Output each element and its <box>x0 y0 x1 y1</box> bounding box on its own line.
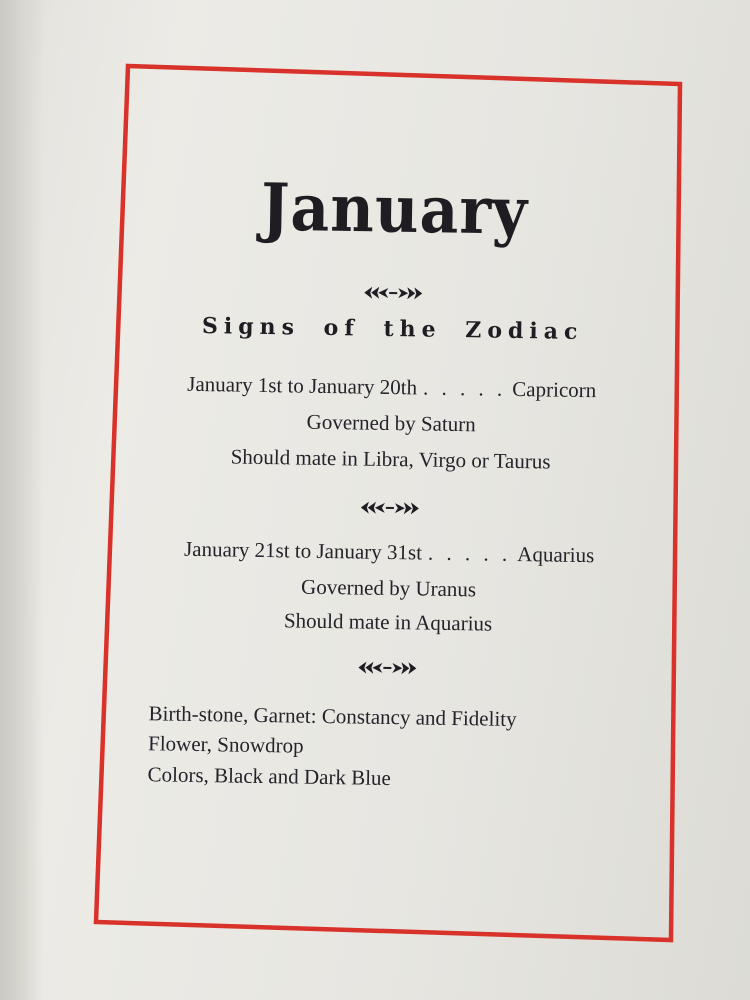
flower-line: Flower, Snowdrop <box>147 731 304 758</box>
sign-1-date-range: January 1st to January 20th <box>187 371 418 400</box>
sign-1-leader: . . . . . <box>422 375 507 401</box>
sign-2-name: Aquarius <box>517 542 595 568</box>
sign-2-date-range: January 21st to January 31st <box>183 536 423 565</box>
divider-ornament <box>113 281 673 306</box>
sign-1-mate: Should mate in Libra, Virgo or Taurus <box>230 444 551 474</box>
sign-2-range-line <box>109 536 669 570</box>
leaf-ornament-icon <box>356 659 418 676</box>
sign-2-governed: Governed by Uranus <box>300 574 477 602</box>
page-content <box>103 76 676 925</box>
page-title: January <box>260 170 529 250</box>
section-heading: Signs of the Zodiac <box>201 313 584 346</box>
birthstone-line: Birth-stone, Garnet: Constancy and Fidelity <box>148 701 517 732</box>
sign-1-range-line <box>112 371 672 405</box>
sign-1-governed: Governed by Saturn <box>306 409 476 437</box>
sign-2-leader: . . . . . <box>427 540 512 566</box>
colors-line: Colors, Black and Dark Blue <box>147 762 392 791</box>
leaf-ornament-icon <box>359 500 421 517</box>
divider-ornament <box>110 496 670 521</box>
divider-ornament <box>107 656 667 681</box>
sign-2-mate: Should mate in Aquarius <box>283 608 493 636</box>
leaf-ornament-icon <box>362 285 424 302</box>
sign-1-name: Capricorn <box>512 376 597 403</box>
